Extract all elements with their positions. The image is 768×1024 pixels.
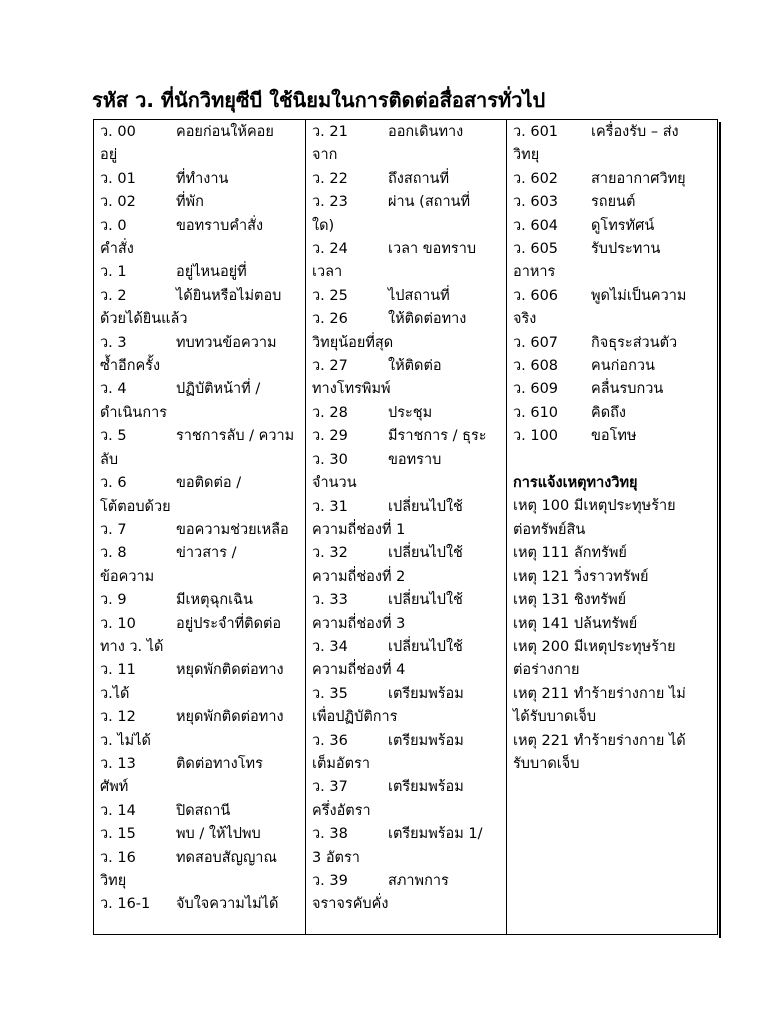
incident-entry: เหตุ 131 ชิงทรัพย์ — [513, 592, 627, 609]
code-entry — [100, 472, 302, 495]
incident-entry-continued: รับบาดเจ็บ — [513, 755, 580, 772]
code-entry — [513, 285, 714, 308]
code-entry — [100, 121, 302, 144]
code-meaning-continued: ด้วยได้ยินแล้ว — [100, 311, 188, 328]
code-meaning: หยุดพักติดต่อทาง — [176, 662, 284, 679]
code-meaning: เปลี่ยนไปใช้ — [388, 638, 463, 655]
code-meaning-continued: วิทยุ — [513, 147, 540, 164]
code-label: ว. 24 — [312, 241, 348, 258]
code-meaning: ผ่าน (สถานที่ — [388, 194, 471, 211]
code-meaning: รถยนต์ — [591, 194, 636, 211]
code-meaning: ออกเดินทาง — [388, 124, 464, 140]
code-label: ว. 13 — [100, 755, 136, 772]
code-label: ว. 10 — [100, 615, 136, 632]
code-meaning-continued: ใด) — [312, 217, 335, 234]
code-entry — [513, 378, 714, 401]
code-label: ว. 9 — [100, 592, 127, 609]
code-meaning: ขอทราบ — [388, 451, 442, 468]
code-entry — [100, 659, 302, 682]
code-label: ว. 23 — [312, 194, 348, 211]
code-entry — [100, 847, 302, 870]
code-meaning-continued: จำนวน — [312, 475, 357, 492]
code-label: ว. 14 — [100, 802, 136, 819]
codes-column-1 — [94, 120, 306, 934]
code-label: ว. 606 — [513, 287, 559, 304]
code-entry — [100, 191, 302, 214]
code-entry — [312, 589, 503, 612]
code-entry — [100, 893, 302, 916]
code-meaning: ที่ทำงาน — [176, 170, 229, 187]
code-meaning: มีราชการ / ธุระ — [388, 428, 487, 445]
code-entry — [100, 261, 302, 284]
code-label: ว. 27 — [312, 358, 348, 375]
code-entry — [100, 542, 302, 565]
code-label: ว. 605 — [513, 241, 559, 258]
code-meaning: เตรียมพร้อม 1/ — [388, 826, 483, 843]
code-label: ว. 12 — [100, 709, 136, 726]
page-title: รหัส ว. ที่นักวิทยุซีบี ใช้นิยมในการติดต่อสื่อสารทั่วไป — [92, 88, 546, 112]
code-meaning: กิจธุระส่วนตัว — [591, 334, 678, 351]
code-meaning: ขอความช่วยเหลือ — [176, 521, 289, 538]
code-meaning: เปลี่ยนไปใช้ — [388, 498, 463, 515]
code-meaning-continued: เวลา — [312, 264, 343, 281]
code-meaning: ที่พัก — [176, 194, 204, 211]
code-label: ว. 33 — [312, 592, 348, 609]
code-meaning: ประชุม — [388, 404, 433, 421]
code-meaning-continued: วิทยุน้อยที่สุด — [312, 334, 394, 351]
section-spacer — [513, 449, 714, 472]
code-entry — [312, 402, 503, 425]
code-entry — [312, 636, 503, 659]
code-meaning: ข่าวสาร / — [176, 545, 237, 562]
code-label: ว. 603 — [513, 194, 559, 211]
code-label: ว. 15 — [100, 826, 136, 843]
code-entry — [312, 425, 503, 448]
code-label: ว. 31 — [312, 498, 348, 515]
code-label: ว. 30 — [312, 451, 348, 468]
code-meaning: ให้ติดต่อทาง — [388, 311, 467, 328]
code-label: ว. 38 — [312, 826, 348, 843]
incident-entry: เหตุ 211 ทำร้ายร่างกาย ไม่ — [513, 685, 686, 702]
code-meaning: พูดไม่เป็นความ — [591, 287, 687, 304]
code-meaning-continued: ซ้ำอีกครั้ง — [100, 358, 161, 375]
code-meaning: ติดต่อทางโทร — [176, 755, 263, 772]
code-meaning-continued: จาก — [312, 147, 338, 164]
code-entry — [312, 449, 503, 472]
code-meaning: จับใจความไม่ได้ — [176, 896, 279, 913]
code-label: ว. 01 — [100, 170, 136, 187]
code-label: ว. 608 — [513, 358, 559, 375]
code-meaning-continued: โต้ตอบด้วย — [100, 498, 171, 515]
code-entry — [100, 589, 302, 612]
code-meaning: ได้ยินหรือไม่ตอบ — [176, 287, 282, 304]
code-entry — [513, 238, 714, 261]
code-label: ว. 21 — [312, 124, 348, 140]
incident-entry-continued: ได้รับบาดเจ็บ — [513, 709, 597, 726]
code-meaning: เปลี่ยนไปใช้ — [388, 545, 463, 562]
code-meaning-continued: ทางโทรพิมพ์ — [312, 381, 391, 398]
code-meaning-continued: ศัพท์ — [100, 779, 129, 796]
code-entry — [513, 355, 714, 378]
code-label: ว. 601 — [513, 124, 559, 140]
code-meaning-continued: 3 อัตรา — [312, 849, 360, 866]
radio-codes-table — [93, 119, 718, 935]
code-meaning: ถึงสถานที่ — [388, 170, 450, 187]
code-entry — [312, 355, 503, 378]
code-meaning: พบ / ให้ไปพบ — [176, 826, 261, 843]
code-label: ว. 22 — [312, 170, 348, 187]
code-entry — [513, 215, 714, 238]
code-label: ว. 609 — [513, 381, 559, 398]
code-meaning-continued: จริง — [513, 311, 537, 328]
code-meaning: เตรียมพร้อม — [388, 685, 464, 702]
code-entry — [312, 542, 503, 565]
code-entry — [100, 332, 302, 355]
code-entry — [312, 191, 503, 214]
code-meaning: คนก่อกวน — [591, 358, 655, 375]
code-meaning-continued: ความถี่ช่องที่ 4 — [312, 662, 406, 679]
code-meaning: ราชการลับ / ความ — [176, 428, 295, 445]
incident-entry-continued: ต่อทรัพย์สิน — [513, 521, 586, 538]
code-entry — [513, 332, 714, 355]
code-entry — [312, 496, 503, 519]
code-entry — [312, 168, 503, 191]
code-entry — [100, 215, 302, 238]
code-meaning-continued: เต็มอัตรา — [312, 755, 370, 772]
code-meaning: ทบทวนข้อความ — [176, 334, 277, 351]
code-label: ว. 602 — [513, 170, 559, 187]
code-meaning: คลื่นรบกวน — [591, 381, 664, 398]
code-meaning: เตรียมพร้อม — [388, 779, 464, 796]
code-label: ว. 2 — [100, 287, 127, 304]
code-label: ว. 34 — [312, 638, 348, 655]
code-meaning: สายอากาศวิทยุ — [591, 170, 686, 187]
code-meaning-continued: ความถี่ช่องที่ 2 — [312, 568, 406, 585]
code-meaning-continued: ดำเนินการ — [100, 404, 168, 421]
code-meaning: ให้ติดต่อ — [388, 358, 442, 375]
code-meaning: รับประทาน — [591, 241, 661, 258]
code-label: ว. 100 — [513, 428, 559, 445]
code-label: ว. 6 — [100, 475, 127, 492]
code-entry — [312, 285, 503, 308]
code-entry — [100, 823, 302, 846]
code-label: ว. 3 — [100, 334, 127, 351]
code-meaning: เปลี่ยนไปใช้ — [388, 592, 463, 609]
code-meaning-continued: ลับ — [100, 451, 119, 468]
code-meaning: หยุดพักติดต่อทาง — [176, 709, 284, 726]
code-entry — [513, 191, 714, 214]
code-meaning: เตรียมพร้อม — [388, 732, 464, 749]
code-entry — [100, 519, 302, 542]
code-meaning-continued: ข้อความ — [100, 568, 155, 585]
code-entry — [100, 378, 302, 401]
code-label: ว. 02 — [100, 194, 136, 211]
code-meaning: เครื่องรับ – ส่ง — [591, 124, 679, 140]
code-meaning: ขอติดต่อ / — [176, 475, 242, 492]
code-meaning: ปิดสถานี — [176, 802, 231, 819]
incident-entry: เหตุ 100 มีเหตุประทุษร้าย — [513, 498, 676, 515]
code-meaning: คิดถึง — [591, 404, 626, 421]
incident-entry-continued: ต่อร่างกาย — [513, 662, 580, 679]
code-entry — [100, 285, 302, 308]
code-meaning: อยู่ไหนอยู่ที่ — [176, 264, 247, 281]
code-entry — [513, 168, 714, 191]
code-meaning-continued: อยู่ — [100, 147, 118, 164]
code-label: ว. 37 — [312, 779, 348, 796]
code-meaning-continued: คำสั่ง — [100, 241, 134, 258]
code-meaning-continued: จราจรคับคั่ง — [312, 896, 389, 913]
incident-entry: เหตุ 221 ทำร้ายร่างกาย ได้ — [513, 732, 686, 749]
code-meaning-continued: วิทยุ — [100, 873, 127, 889]
code-meaning-continued: ความถี่ช่องที่ 3 — [312, 615, 406, 632]
code-meaning-continued: อาหาร — [513, 264, 556, 281]
code-label: ว. 5 — [100, 428, 127, 445]
code-label: ว. 11 — [100, 662, 136, 679]
code-meaning: ดูโทรทัศน์ — [591, 217, 655, 234]
code-label: ว. 39 — [312, 873, 348, 889]
code-label: ว. 607 — [513, 334, 559, 351]
code-meaning: ขอทราบคำสั่ง — [176, 217, 264, 234]
code-meaning: เวลา ขอทราบ — [388, 241, 477, 258]
codes-column-2 — [306, 120, 507, 934]
code-label: ว. 16 — [100, 849, 136, 866]
code-entry — [312, 308, 503, 331]
incident-entry: เหตุ 111 ลักทรัพย์ — [513, 545, 627, 562]
code-meaning: ทดสอบสัญญาณ — [176, 849, 277, 866]
code-label: ว. 16-1 — [100, 896, 151, 913]
code-entry — [312, 683, 503, 706]
code-entry — [312, 870, 503, 893]
code-meaning-continued: ทาง ว. ได้ — [100, 638, 164, 655]
code-label: ว. 4 — [100, 381, 127, 398]
code-entry — [100, 613, 302, 636]
code-entry — [312, 823, 503, 846]
code-entry — [312, 776, 503, 799]
code-meaning: ไปสถานที่ — [388, 287, 450, 304]
code-entry — [100, 800, 302, 823]
code-meaning: สภาพการ — [388, 873, 449, 889]
code-meaning-continued: ความถี่ช่องที่ 1 — [312, 521, 406, 538]
code-label: ว. 00 — [100, 124, 136, 140]
code-label: ว. 28 — [312, 404, 348, 421]
code-label: ว. 0 — [100, 217, 127, 234]
code-label: ว. 29 — [312, 428, 348, 445]
code-meaning-continued: ว.ได้ — [100, 685, 130, 702]
incident-entry: เหตุ 121 วิ่งราวทรัพย์ — [513, 568, 649, 585]
codes-column-3 — [507, 120, 717, 934]
code-label: ว. 1 — [100, 264, 127, 281]
code-label: ว. 35 — [312, 685, 348, 702]
code-label: ว. 26 — [312, 311, 348, 328]
codes-column-3-entries — [513, 121, 714, 449]
code-meaning: อยู่ประจำที่ติดต่อ — [176, 615, 282, 632]
incidents-heading: การแจ้งเหตุทางวิทยุ — [513, 475, 638, 492]
code-label: ว. 7 — [100, 521, 127, 538]
code-label: ว. 32 — [312, 545, 348, 562]
code-entry — [312, 238, 503, 261]
code-entry — [312, 730, 503, 753]
code-label: ว. 36 — [312, 732, 348, 749]
code-entry — [513, 121, 714, 144]
incident-entry: เหตุ 200 มีเหตุประทุษร้าย — [513, 638, 676, 655]
code-meaning-continued: ครึ่งอัตรา — [312, 802, 371, 819]
code-label: ว. 610 — [513, 404, 559, 421]
code-meaning: คอยก่อนให้คอย — [176, 124, 274, 140]
code-entry — [100, 425, 302, 448]
code-entry — [312, 121, 503, 144]
code-meaning-continued: ว. ไม่ได้ — [100, 732, 151, 749]
code-entry — [513, 402, 714, 425]
code-entry — [100, 168, 302, 191]
code-entry — [100, 706, 302, 729]
code-entry — [100, 753, 302, 776]
incident-entry: เหตุ 141 ปล้นทรัพย์ — [513, 615, 638, 632]
code-label: ว. 604 — [513, 217, 559, 234]
code-meaning-continued: เพื่อปฏิบัติการ — [312, 709, 398, 726]
code-meaning: มีเหตุฉุกเฉิน — [176, 592, 253, 609]
code-label: ว. 8 — [100, 545, 127, 562]
code-meaning: ปฏิบัติหน้าที่ / — [176, 381, 261, 398]
code-entry — [513, 425, 714, 448]
code-meaning: ขอโทษ — [591, 428, 637, 445]
incidents-list — [513, 495, 714, 776]
code-label: ว. 25 — [312, 287, 348, 304]
